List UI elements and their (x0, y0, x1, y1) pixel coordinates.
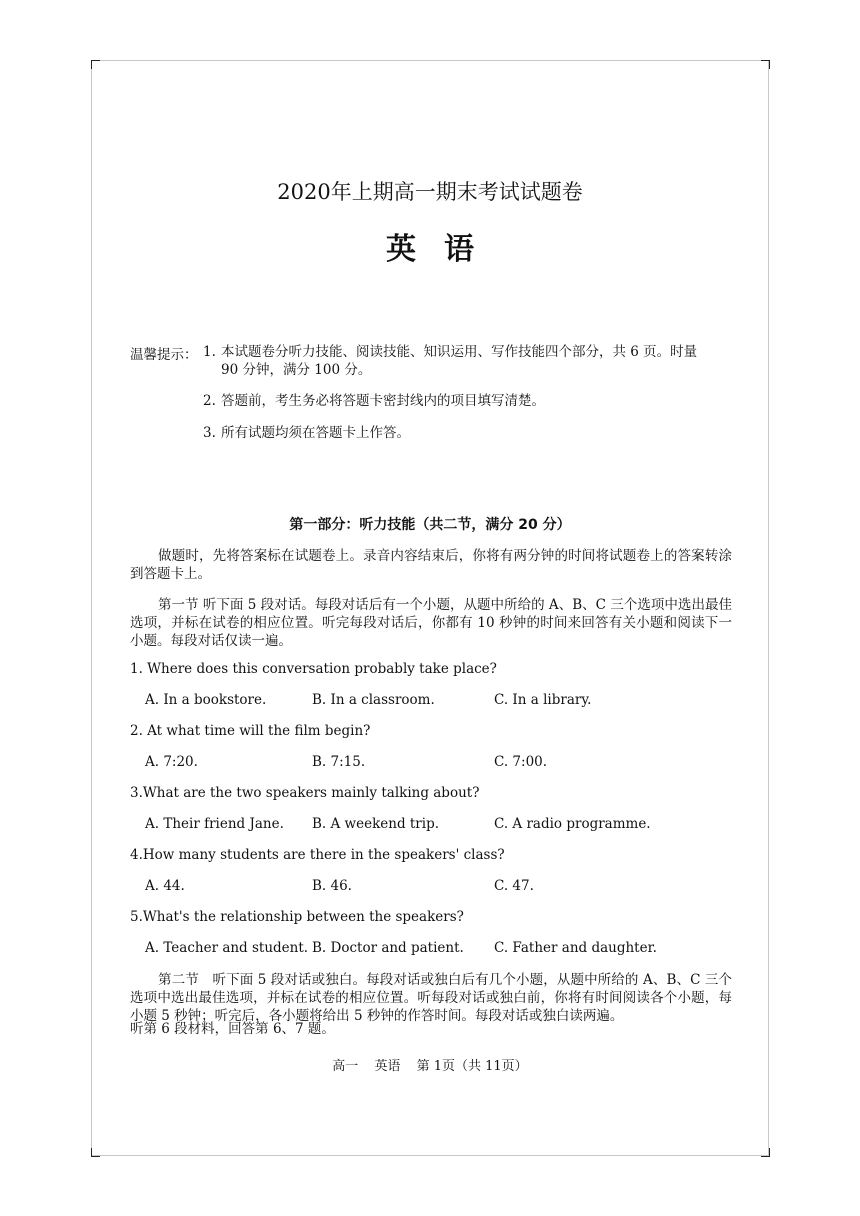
part1-heading: 第一部分：听力技能（共二节，满分 20 分） (289, 517, 571, 533)
option-c: C. 47. (494, 878, 534, 894)
option-b: B. A weekend trip. (312, 816, 440, 832)
option-c: C. 7:00. (494, 754, 548, 770)
tip-text: 答题前，考生务必将答题卡密封线内的项目填写清楚。 (221, 393, 545, 409)
exam-subject: 英语 (386, 232, 502, 267)
question-text: 5.What's the relationship between the speakers? (130, 909, 464, 925)
crop-mark-bottom-left (91, 1148, 100, 1157)
section1-intro: 第一节 听下面 5 段对话。每段对话后有一个小题，从题中所给的 A、B、C 三个选项中选出最佳选项，并标在试卷的相应位置。听完每段对话后，你都有 10 秒钟的时间来回答有关小题和阅读下一小题。每段对话仅读一遍。 (130, 597, 732, 649)
option-c: C. In a library. (494, 692, 592, 708)
option-b: B. Doctor and patient. (312, 940, 464, 956)
question-text: 2. At what time will the film begin? (130, 723, 371, 739)
footer-grade: 高一 (332, 1059, 359, 1074)
tip-text-continued: 90 分钟，满分 100 分。 (221, 362, 372, 378)
tip-text: 本试题卷分听力技能、阅读技能、知识运用、写作技能四个部分，共 6 页。时量 (221, 344, 698, 360)
footer-subject: 英语 (374, 1059, 401, 1074)
option-c: C. A radio programme. (494, 816, 651, 832)
option-a: A. Teacher and student. (145, 940, 309, 956)
page-footer (0, 1055, 860, 1074)
tip-number: 1. (203, 344, 216, 360)
option-b: B. 7:15. (312, 754, 366, 770)
option-a: A. Their friend Jane. (145, 816, 284, 832)
crop-mark-top-left (91, 60, 100, 69)
section2-note: 听第 6 段材料，回答第 6、7 题。 (130, 1021, 335, 1037)
option-a: A. In a bookstore. (145, 692, 267, 708)
option-b: B. 46. (312, 878, 352, 894)
tip-number: 3. (203, 425, 216, 441)
footer-page-number: 第 1页（共 11页） (416, 1059, 528, 1074)
crop-mark-bottom-right (761, 1148, 770, 1157)
option-b: B. In a classroom. (312, 692, 435, 708)
question-text: 3.What are the two speakers mainly talking about? (130, 785, 480, 801)
option-a: A. 44. (145, 878, 185, 894)
tip-item (203, 392, 733, 410)
part1-intro: 做题时，先将答案标在试题卷上。录音内容结束后，你将有两分钟的时间将试题卷上的答案转涂到答题卡上。 (130, 548, 732, 582)
tip-item (203, 424, 733, 442)
tip-number: 2. (203, 393, 216, 409)
tips-label: 温馨提示： (130, 347, 198, 363)
crop-mark-top-right (761, 60, 770, 69)
exam-title: 2020年上期高一期末考试试题卷 (277, 180, 583, 204)
question-text: 1. Where does this conversation probably take place? (130, 661, 497, 677)
tip-text: 所有试题均须在答题卡上作答。 (221, 425, 410, 441)
section2-intro: 第二节 听下面 5 段对话或独白。每段对话或独白后有几个小题，从题中所给的 A、B、C 三个选项中选出最佳选项，并标在试卷的相应位置。听每段对话或独白前，你将有时间阅读各个小题，每小题 5 秒钟；听完后，各小题将给出 5 秒钟的作答时间。每段对话或独白读两遍。 (130, 972, 732, 1024)
question-text: 4.How many students are there in the speakers' class? (130, 847, 505, 863)
tip-item (203, 343, 733, 379)
option-c: C. Father and daughter. (494, 940, 657, 956)
option-a: A. 7:20. (145, 754, 198, 770)
